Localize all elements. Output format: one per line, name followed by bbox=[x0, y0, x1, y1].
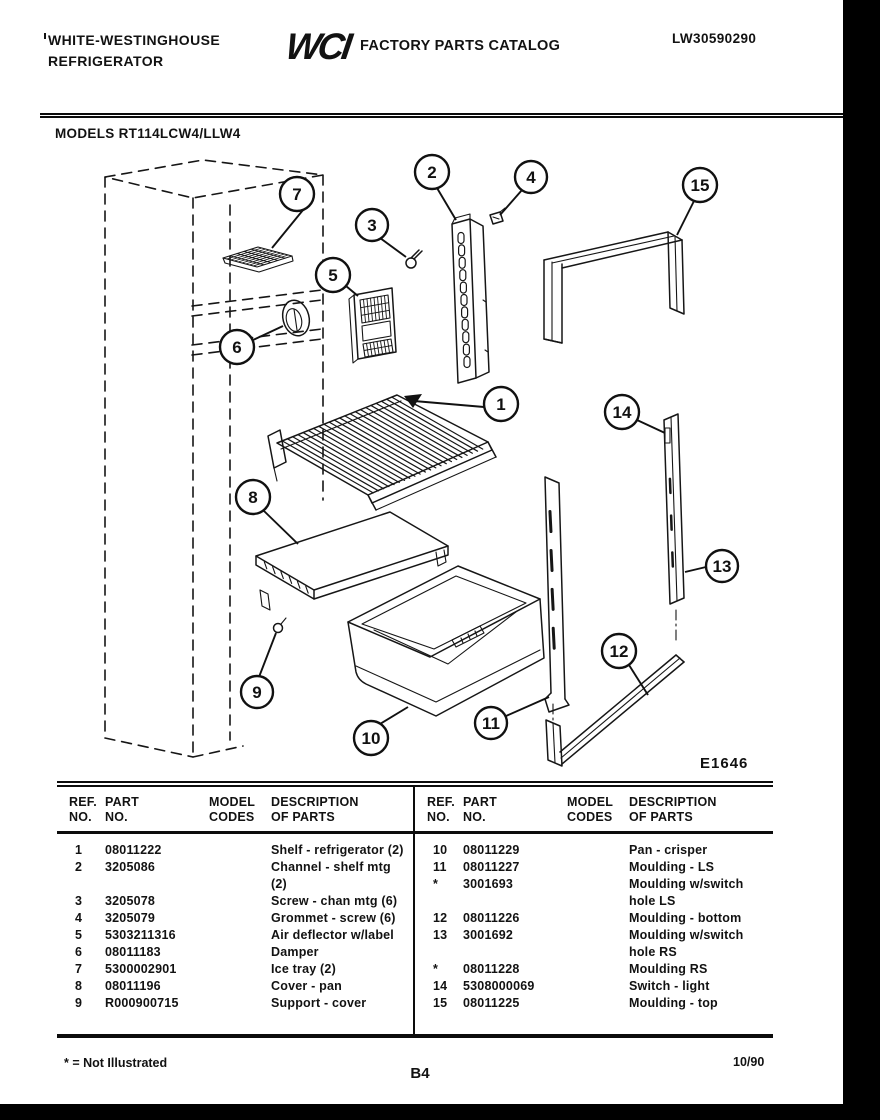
top-moulding-part bbox=[544, 232, 684, 343]
callout-9 bbox=[241, 676, 273, 708]
model-codes-cell bbox=[567, 910, 629, 927]
table-row bbox=[57, 893, 413, 910]
table-row bbox=[415, 978, 773, 995]
column-header-codes: MODEL CODES bbox=[209, 795, 256, 824]
diagram-code: E1646 bbox=[700, 755, 749, 772]
column-header-part: PART NO. bbox=[463, 795, 497, 824]
part-no-cell: 3001693 bbox=[463, 877, 514, 891]
svg-text:3: 3 bbox=[367, 216, 377, 235]
model-codes-cell bbox=[567, 876, 629, 910]
model-codes-cell bbox=[209, 842, 271, 859]
description-cell: Moulding w/switch hole LS bbox=[629, 877, 744, 908]
table-body-right bbox=[415, 834, 773, 1012]
table-row bbox=[415, 859, 773, 876]
table-row bbox=[415, 995, 773, 1012]
table-row bbox=[57, 978, 413, 995]
ref-no-cell: 14 bbox=[433, 979, 448, 993]
svg-text:10: 10 bbox=[361, 729, 381, 748]
description-cell: Moulding w/switch hole RS bbox=[629, 928, 744, 959]
crisper-pan-part bbox=[348, 566, 544, 716]
part-no-cell: 08011229 bbox=[463, 843, 520, 857]
right-side-moulding-part bbox=[664, 414, 684, 640]
part-no-cell: 08011226 bbox=[463, 911, 520, 925]
not-illustrated-footnote: * = Not Illustrated bbox=[64, 1056, 168, 1070]
screw-part-3 bbox=[406, 250, 422, 268]
brand-line1: WHITE-WESTINGHOUSE bbox=[48, 32, 221, 48]
cabinet-outline bbox=[105, 160, 323, 757]
description-cell: Air deflector w/label bbox=[271, 928, 394, 942]
callout-10 bbox=[354, 721, 388, 755]
column-header-description: DESCRIPTION OF PARTS bbox=[629, 795, 717, 824]
callout-12 bbox=[602, 634, 636, 668]
ref-no-cell: 10 bbox=[433, 843, 448, 857]
ref-no-cell: 6 bbox=[75, 945, 83, 959]
model-codes-cell bbox=[209, 927, 271, 944]
ref-no-cell: 1 bbox=[75, 843, 83, 857]
scan-edge-bottom bbox=[0, 1104, 880, 1120]
ice-tray-grid bbox=[227, 248, 288, 266]
part-no-cell: 08011183 bbox=[105, 945, 161, 959]
document-number: LW30590290 bbox=[672, 31, 757, 46]
description-cell: Moulding - top bbox=[629, 996, 718, 1010]
brand-line2: REFRIGERATOR bbox=[48, 53, 164, 69]
svg-text:14: 14 bbox=[612, 403, 632, 422]
callout-1 bbox=[484, 387, 518, 421]
part-no-cell: 5303211316 bbox=[105, 928, 176, 942]
callout-4 bbox=[515, 161, 547, 193]
part-no-cell: 5308000069 bbox=[463, 979, 535, 993]
table-row bbox=[415, 842, 773, 859]
parts-table bbox=[57, 781, 773, 1038]
screw-part-9 bbox=[274, 618, 287, 633]
air-deflector-part bbox=[349, 288, 396, 363]
column-header-ref: REF. NO. bbox=[69, 795, 97, 824]
svg-text:15: 15 bbox=[690, 176, 710, 195]
part-no-cell: 3001692 bbox=[463, 928, 514, 942]
part-no-cell: 3205078 bbox=[105, 894, 156, 908]
deflector-grille bbox=[361, 296, 392, 357]
callout-8 bbox=[236, 480, 270, 514]
svg-text:6: 6 bbox=[232, 338, 242, 357]
ref-no-cell: * bbox=[433, 962, 439, 976]
part-no-cell: 3205086 bbox=[105, 860, 156, 874]
table-header-left bbox=[57, 787, 413, 834]
svg-text:13: 13 bbox=[712, 557, 732, 576]
wire-shelf-part bbox=[268, 395, 496, 510]
part-no-cell: R000900715 bbox=[105, 996, 179, 1010]
moulding-slots bbox=[550, 512, 554, 649]
ref-no-cell: 9 bbox=[75, 996, 83, 1010]
model-codes-cell bbox=[567, 995, 629, 1012]
model-codes-cell bbox=[567, 978, 629, 995]
description-cell: Screw - chan mtg (6) bbox=[271, 894, 398, 908]
cover-pan-edge bbox=[264, 562, 308, 593]
ref-no-cell: * bbox=[433, 877, 439, 891]
ref-no-cell: 5 bbox=[75, 928, 83, 942]
ref-no-cell: 15 bbox=[433, 996, 448, 1010]
part-no-cell: 3205079 bbox=[105, 911, 156, 925]
svg-text:1: 1 bbox=[496, 395, 506, 414]
callout-13 bbox=[706, 550, 738, 582]
part-no-cell: 5300002901 bbox=[105, 962, 177, 976]
svg-text:12: 12 bbox=[609, 642, 629, 661]
moulding-slots-rs bbox=[670, 479, 673, 567]
table-header-right bbox=[415, 787, 773, 834]
description-cell: Cover - pan bbox=[271, 979, 342, 993]
model-codes-cell bbox=[209, 910, 271, 927]
table-row bbox=[415, 910, 773, 927]
svg-text:7: 7 bbox=[292, 185, 302, 204]
description-cell: Support - cover bbox=[271, 996, 367, 1010]
page-number: B4 bbox=[410, 1065, 430, 1082]
table-row bbox=[57, 842, 413, 859]
catalog-title: FACTORY PARTS CATALOG bbox=[360, 38, 561, 54]
table-row bbox=[415, 927, 773, 961]
ref-no-cell: 4 bbox=[75, 911, 83, 925]
model-codes-cell bbox=[567, 859, 629, 876]
parts-table-left-half bbox=[57, 787, 415, 1034]
description-cell: Ice tray (2) bbox=[271, 962, 336, 976]
table-row bbox=[57, 859, 413, 893]
table-row bbox=[57, 927, 413, 944]
model-codes-cell bbox=[209, 978, 271, 995]
column-header-codes: MODEL CODES bbox=[567, 795, 614, 824]
models-line: MODELS RT114LCW4/LLW4 bbox=[55, 126, 241, 141]
grommet-part bbox=[490, 208, 505, 224]
callout-15 bbox=[683, 168, 717, 202]
svg-text:5: 5 bbox=[328, 266, 338, 285]
shelf-wires bbox=[282, 397, 483, 493]
ref-no-cell: 13 bbox=[433, 928, 448, 942]
ref-no-cell: 7 bbox=[75, 962, 83, 976]
column-header-part: PART NO. bbox=[105, 795, 139, 824]
callout-2 bbox=[415, 155, 449, 189]
parts-table-right-half bbox=[415, 787, 773, 1034]
svg-text:9: 9 bbox=[252, 683, 262, 702]
description-cell: Moulding - bottom bbox=[629, 911, 742, 925]
callout-7 bbox=[280, 177, 314, 211]
table-row bbox=[57, 910, 413, 927]
svg-text:8: 8 bbox=[248, 488, 258, 507]
part-no-cell: 08011227 bbox=[463, 860, 520, 874]
model-codes-cell bbox=[567, 842, 629, 859]
description-cell: Shelf - refrigerator (2) bbox=[271, 843, 404, 857]
part-no-cell: 08011228 bbox=[463, 962, 520, 976]
model-codes-cell bbox=[209, 944, 271, 961]
description-cell: Channel - shelf mtg (2) bbox=[271, 860, 391, 891]
ref-no-cell: 3 bbox=[75, 894, 83, 908]
table-row bbox=[57, 995, 413, 1012]
column-header-description: DESCRIPTION OF PARTS bbox=[271, 795, 359, 824]
callout-6 bbox=[220, 330, 254, 364]
description-cell: Grommet - screw (6) bbox=[271, 911, 396, 925]
ref-no-cell: 2 bbox=[75, 860, 83, 874]
model-codes-cell bbox=[209, 893, 271, 910]
callout-11 bbox=[475, 707, 507, 739]
svg-text:4: 4 bbox=[526, 168, 536, 187]
table-body-left bbox=[57, 834, 413, 1012]
part-no-cell: 08011196 bbox=[105, 979, 161, 993]
svg-text:2: 2 bbox=[427, 163, 437, 182]
bottom-moulding-part bbox=[546, 655, 684, 766]
callout-3 bbox=[356, 209, 388, 241]
ref-no-cell: 12 bbox=[433, 911, 448, 925]
wci-logo: WCI bbox=[283, 26, 352, 67]
description-cell: Moulding - LS bbox=[629, 860, 715, 874]
part-no-cell: 08011222 bbox=[105, 843, 162, 857]
model-codes-cell bbox=[209, 961, 271, 978]
table-row bbox=[57, 961, 413, 978]
model-codes-cell bbox=[567, 961, 629, 978]
model-codes-cell bbox=[209, 995, 271, 1012]
date-code: 10/90 bbox=[733, 1055, 765, 1069]
description-cell: Moulding RS bbox=[629, 962, 708, 976]
channel-slots bbox=[458, 233, 470, 368]
table-row bbox=[415, 961, 773, 978]
table-row bbox=[415, 876, 773, 910]
ref-no-cell: 8 bbox=[75, 979, 83, 993]
left-side-moulding-part bbox=[545, 477, 569, 712]
scan-edge-right bbox=[843, 0, 880, 1120]
model-codes-cell bbox=[567, 927, 629, 961]
svg-text:11: 11 bbox=[482, 714, 500, 733]
part-no-cell: 08011225 bbox=[463, 996, 520, 1010]
ref-no-cell: 11 bbox=[433, 860, 447, 874]
model-codes-cell bbox=[209, 859, 271, 893]
column-header-ref: REF. NO. bbox=[427, 795, 455, 824]
description-cell: Damper bbox=[271, 945, 319, 959]
ice-tray-part bbox=[223, 247, 293, 272]
description-cell: Pan - crisper bbox=[629, 843, 708, 857]
callout-5 bbox=[316, 258, 350, 292]
table-row bbox=[57, 944, 413, 961]
callout-14 bbox=[605, 395, 639, 429]
description-cell: Switch - light bbox=[629, 979, 710, 993]
shelf-channel-part bbox=[452, 214, 489, 383]
